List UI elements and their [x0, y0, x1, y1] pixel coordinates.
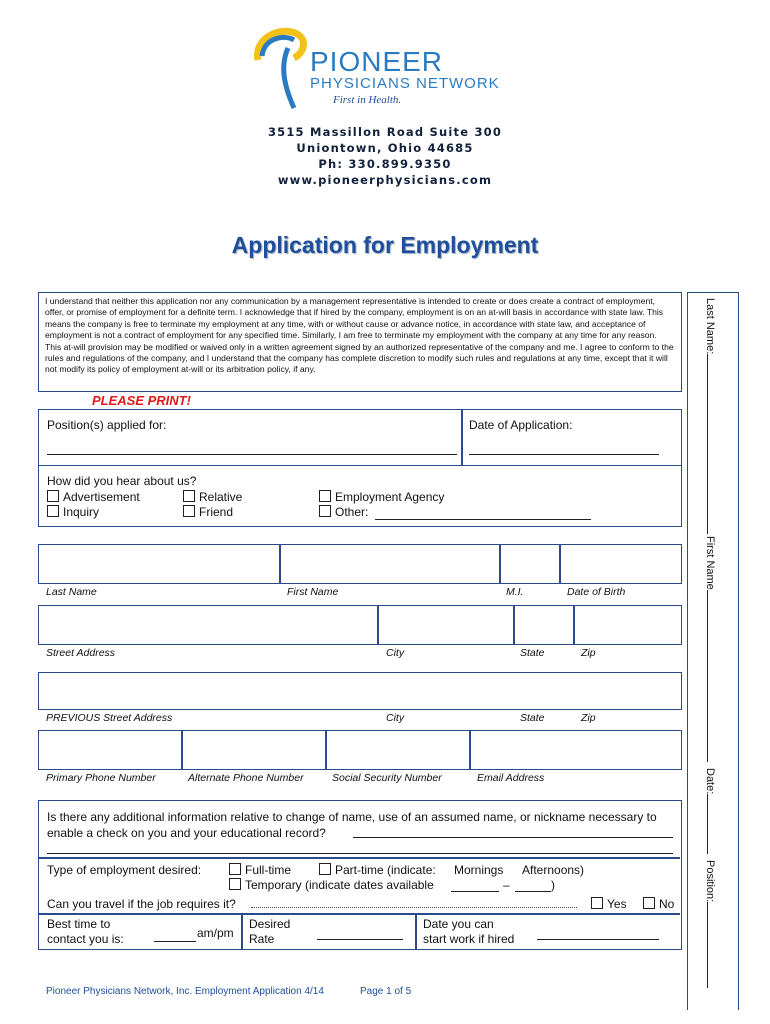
relative-checkbox[interactable] — [183, 490, 195, 502]
position-field[interactable] — [47, 454, 457, 455]
yes-label: Yes — [607, 897, 627, 911]
zip-label: Zip — [581, 647, 596, 659]
best-time-line1: Best time to — [47, 917, 111, 931]
best-time-field[interactable] — [154, 941, 196, 942]
previous-zip-label: Zip — [581, 712, 596, 724]
option-fulltime[interactable] — [229, 863, 291, 877]
disclaimer-text: I understand that neither this application nor any communication by a management representative is intended to create or does create a contract of employment, offer, or promise of employment for a definite term. I acknowledge that if hired by the company, employment is on an at-will basis in accordance with state law. This means the company is free to terminate my employment at any time, with or without cause or advance notice, in accordance with state law, and acceptance of employment is not a contract of employment for any specified time. Similarly, I am free to terminate my employment with the company at any time for any reason. This at-will provision may be modified or waived only in a written agreement signed by an authorized representative of the company and me. I agree to conform to the rules and regulations of the company, and I understand that the company has complete discretion to modify such rules and regulations at any time, except that it will not modify its policy of employment at-will or its arbitration policy, if any. — [45, 296, 674, 375]
relative-label: Relative — [199, 490, 243, 504]
option-no[interactable] — [643, 897, 674, 911]
ssn-cell[interactable] — [326, 730, 470, 770]
temporary-dash: – — [503, 878, 510, 892]
best-time-divider — [241, 914, 243, 950]
fulltime-checkbox[interactable] — [229, 863, 241, 875]
other-field[interactable] — [375, 519, 591, 520]
previous-street-label: PREVIOUS Street Address — [46, 712, 173, 724]
parttime-label: Part-time (indicate: — [335, 863, 436, 877]
best-time-ampm: am/pm — [197, 926, 234, 940]
temporary-from-field[interactable] — [451, 891, 499, 892]
desired-rate-line2: Rate — [249, 932, 275, 946]
option-advertisement[interactable] — [47, 490, 140, 504]
advertisement-checkbox[interactable] — [47, 490, 59, 502]
previous-address-cell[interactable] — [38, 672, 682, 710]
additional-info-field-2[interactable] — [47, 853, 673, 854]
additional-divider-1 — [39, 857, 680, 859]
option-friend[interactable] — [183, 505, 233, 519]
position-section — [38, 409, 682, 466]
primary-phone-cell[interactable] — [38, 730, 182, 770]
side-first-name: First Name — [704, 536, 716, 762]
email-cell[interactable] — [470, 730, 682, 770]
address-line-2: Uniontown, Ohio 44685 — [296, 141, 474, 155]
date-of-application-field[interactable] — [469, 454, 659, 455]
additional-info-text: Is there any additional information relative to change of name, use of an assumed name, or nickname necessary to enable a check on you and your educational record? — [47, 810, 657, 840]
temporary-checkbox[interactable] — [229, 878, 241, 890]
last-name-label: Last Name — [46, 586, 97, 598]
inquiry-checkbox[interactable] — [47, 505, 59, 517]
temporary-close: ) — [551, 878, 555, 892]
agency-label: Employment Agency — [335, 490, 445, 504]
advertisement-label: Advertisement — [63, 490, 140, 504]
mornings-label: Mornings — [454, 863, 504, 877]
logo-subtitle: PHYSICIANS NETWORK — [310, 75, 500, 92]
email-label: Email Address — [477, 772, 545, 784]
friend-checkbox[interactable] — [183, 505, 195, 517]
page-title: Application for Employment — [231, 232, 539, 258]
option-other[interactable] — [319, 505, 368, 519]
previous-city-label: City — [386, 712, 405, 724]
first-name-cell[interactable] — [280, 544, 500, 584]
logo-tagline: First in Health. — [333, 94, 402, 106]
street-cell[interactable] — [38, 605, 378, 645]
start-work-field[interactable] — [537, 939, 659, 940]
mi-label: M.I. — [506, 586, 524, 598]
start-work-line1: Date you can — [423, 917, 494, 931]
fulltime-label: Full-time — [245, 863, 292, 877]
disclaimer-box — [38, 292, 682, 392]
other-label: Other: — [335, 505, 369, 519]
additional-info-section — [38, 800, 682, 950]
last-name-cell[interactable] — [38, 544, 280, 584]
position-label: Position(s) applied for: — [47, 418, 167, 432]
logo — [250, 26, 510, 111]
travel-label: Can you travel if the job requires it? — [47, 897, 236, 911]
parttime-checkbox[interactable] — [319, 863, 331, 875]
dob-label: Date of Birth — [567, 586, 626, 598]
state-label: State — [520, 647, 545, 659]
option-temporary[interactable] — [229, 878, 434, 892]
previous-state-label: State — [520, 712, 545, 724]
option-inquiry[interactable] — [47, 505, 99, 519]
option-yes[interactable] — [591, 897, 627, 911]
street-label: Street Address — [46, 647, 116, 659]
travel-leader-dots — [251, 907, 577, 908]
footer-page: Page 1 of 5 — [360, 986, 412, 997]
desired-rate-line1: Desired — [249, 917, 291, 931]
alternate-phone-label: Alternate Phone Number — [188, 772, 304, 784]
best-time-line2: contact you is: — [47, 932, 124, 946]
no-checkbox[interactable] — [643, 897, 655, 909]
employment-type-label: Type of employment desired: — [47, 863, 202, 877]
hear-section — [38, 465, 682, 527]
temporary-to-field[interactable] — [515, 891, 551, 892]
option-parttime[interactable] — [319, 863, 436, 877]
logo-name: PIONEER — [310, 46, 444, 77]
temporary-label: Temporary (indicate dates available — [245, 878, 434, 892]
first-name-label: First Name — [287, 586, 339, 598]
city-cell[interactable] — [378, 605, 514, 645]
inquiry-label: Inquiry — [63, 505, 100, 519]
mi-cell[interactable] — [500, 544, 560, 584]
please-print: PLEASE PRINT! — [92, 393, 191, 408]
alternate-phone-cell[interactable] — [182, 730, 326, 770]
no-label: No — [659, 897, 675, 911]
other-checkbox[interactable] — [319, 505, 331, 517]
additional-info-field-1[interactable] — [353, 837, 673, 838]
option-relative[interactable] — [183, 490, 242, 504]
zip-cell[interactable] — [574, 605, 682, 645]
hear-label: How did you hear about us? — [47, 474, 197, 488]
position-divider — [461, 410, 463, 466]
side-last-name: Last Name: — [704, 298, 716, 534]
footer-company: Pioneer Physicians Network, Inc. Employment Application 4/14 — [46, 986, 324, 997]
yes-checkbox[interactable] — [591, 897, 603, 909]
primary-phone-label: Primary Phone Number — [46, 772, 156, 784]
dob-cell[interactable] — [560, 544, 682, 584]
desired-rate-field[interactable] — [317, 939, 403, 940]
afternoons-label: Afternoons) — [522, 863, 585, 877]
side-date: Date: — [704, 768, 716, 854]
friend-label: Friend — [199, 505, 234, 519]
agency-checkbox[interactable] — [319, 490, 331, 502]
city-label: City — [386, 647, 405, 659]
option-agency[interactable] — [319, 490, 444, 504]
address-website: www.pioneerphysicians.com — [277, 173, 493, 187]
desired-rate-divider — [415, 914, 417, 950]
state-cell[interactable] — [514, 605, 574, 645]
address-phone: Ph: 330.899.9350 — [318, 157, 452, 171]
ssn-label: Social Security Number — [332, 772, 442, 784]
side-position: Position: — [704, 860, 716, 988]
address-line-1: 3515 Massillon Road Suite 300 — [267, 125, 503, 139]
additional-divider-2 — [39, 913, 680, 915]
start-work-line2: start work if hired — [423, 932, 515, 946]
date-of-application-label: Date of Application: — [469, 418, 573, 432]
